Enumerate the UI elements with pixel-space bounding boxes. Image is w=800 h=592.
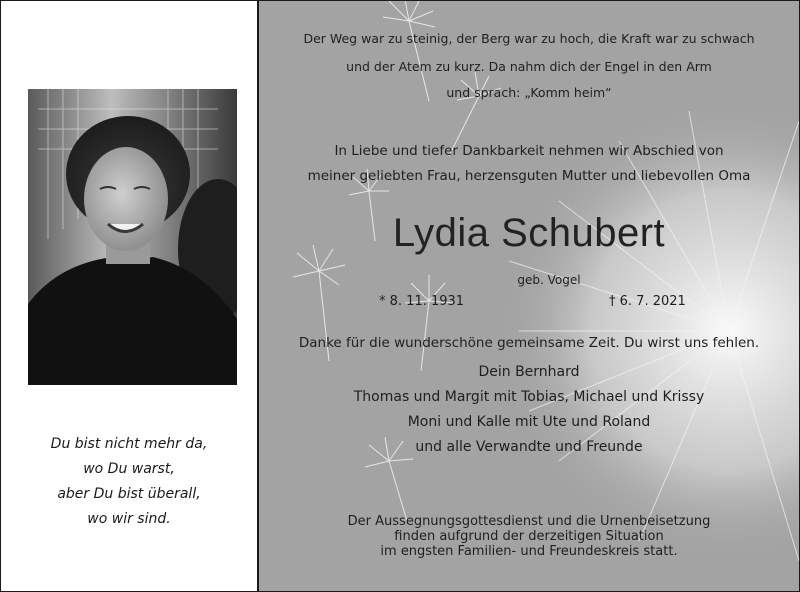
thanks-line: Danke für die wunderschöne gemeinsame Zeit. Du wirst uns fehlen. — [298, 335, 760, 351]
poem-line: Du bist nicht mehr da, — [50, 436, 208, 452]
family-line: Thomas und Margit mit Tobias, Michael und Krissy — [353, 389, 705, 405]
death-date: † 6. 7. 2021 — [609, 294, 686, 309]
family-line: Dein Bernhard — [478, 364, 580, 380]
poem-line: aber Du bist überall, — [57, 486, 201, 502]
service-notice-line: im engsten Familien- und Freundeskreis statt. — [380, 544, 678, 559]
service-notice-line: finden aufgrund der derzeitigen Situation — [394, 529, 664, 544]
family-line: und alle Verwandte und Freunde — [415, 439, 643, 455]
right-panel — [259, 1, 799, 591]
portrait-photo — [28, 89, 237, 385]
birth-date: * 8. 11. 1931 — [379, 294, 465, 309]
service-notice-line: Der Aussegnungsgottesdienst und die Urnenbeisetzung — [347, 514, 711, 529]
maiden-name: geb. Vogel — [517, 273, 581, 287]
verse-line: und sprach: „Komm heim“ — [446, 85, 612, 100]
poem — [1, 432, 257, 532]
poem-line: wo Du warst, — [83, 461, 175, 477]
deceased-name: Lydia Schubert — [392, 211, 666, 255]
left-panel — [1, 1, 257, 591]
poem-line: wo wir sind. — [87, 511, 171, 527]
verse-line: Der Weg war zu steinig, der Berg war zu hoch, die Kraft war zu schwach — [303, 31, 755, 46]
verse-line: und der Atem zu kurz. Da nahm dich der Engel in den Arm — [346, 59, 712, 74]
family-line: Moni und Kalle mit Ute und Roland — [407, 414, 651, 430]
intro-line: In Liebe und tiefer Dankbarkeit nehmen wir Abschied von — [334, 143, 724, 159]
notice-text — [259, 1, 799, 591]
intro-line: meiner geliebten Frau, herzensguten Mutter und liebevollen Oma — [307, 168, 751, 184]
